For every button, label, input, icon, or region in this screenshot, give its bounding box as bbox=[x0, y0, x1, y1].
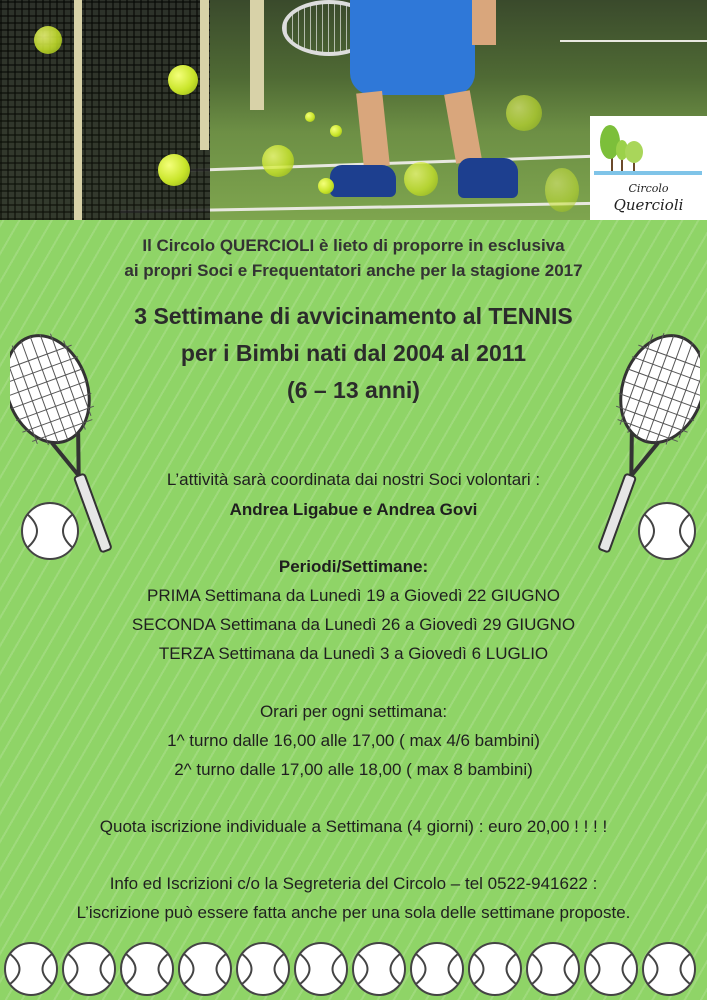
headline-line-1: 3 Settimane di avvicinamento al TENNIS bbox=[134, 303, 573, 329]
tennis-ball-icon bbox=[643, 943, 695, 995]
tennis-ball-icon bbox=[469, 943, 521, 995]
tennis-ball-border bbox=[0, 938, 707, 1000]
intro-line-2: ai propri Soci e Frequentatori anche per la stagione 2017 bbox=[124, 261, 583, 280]
tennis-ball-icon bbox=[295, 943, 347, 995]
tennis-ball-icon bbox=[179, 943, 231, 995]
tennis-ball-icon bbox=[585, 943, 637, 995]
tennis-ball-icon bbox=[19, 500, 81, 562]
info-line-1: Info ed Iscrizioni c/o la Segreteria del Circolo – tel 0522-941622 : bbox=[109, 874, 598, 893]
logo-line-2: Quercioli bbox=[613, 196, 684, 214]
periods-title: Periodi/Settimane: bbox=[278, 557, 429, 576]
circolo-quercioli-logo bbox=[590, 116, 707, 220]
schedule-item: 2^ turno dalle 17,00 alle 18,00 ( max 8 bambini) bbox=[174, 760, 533, 779]
tennis-ball-icon bbox=[63, 943, 115, 995]
fee-text: Quota iscrizione individuale a Settimana (4 giorni) : euro 20,00 ! ! ! ! bbox=[99, 817, 608, 836]
period-item: PRIMA Settimana da Lunedì 19 a Giovedì 22 GIUGNO bbox=[147, 586, 560, 605]
tennis-ball-icon bbox=[237, 943, 289, 995]
tennis-ball-icon bbox=[636, 500, 698, 562]
coordinator-names: Andrea Ligabue e Andrea Govi bbox=[229, 500, 478, 519]
tennis-ball-icon bbox=[5, 943, 57, 995]
schedule-item: 1^ turno dalle 16,00 alle 17,00 ( max 4/6 bambini) bbox=[167, 731, 540, 750]
coordination-text: L’attività sarà coordinata dai nostri Soci volontari : bbox=[166, 470, 541, 489]
period-item: SECONDA Settimana da Lunedì 26 a Giovedì 29 GIUGNO bbox=[131, 615, 576, 634]
intro-line-1: Il Circolo QUERCIOLI è lieto di proporre in esclusiva bbox=[142, 236, 565, 255]
headline-line-2: per i Bimbi nati dal 2004 al 2011 bbox=[180, 340, 527, 366]
headline-line-3: (6 – 13 anni) bbox=[287, 377, 420, 403]
period-item: TERZA Settimana da Lunedì 3 a Giovedì 6 LUGLIO bbox=[158, 644, 549, 663]
info-line-2: L’iscrizione può essere fatta anche per una sola delle settimane proposte. bbox=[76, 903, 631, 922]
logo-line-1: Circolo bbox=[628, 182, 669, 195]
schedule-title: Orari per ogni settimana: bbox=[259, 702, 448, 721]
tennis-ball-icon bbox=[121, 943, 173, 995]
tennis-ball-icon bbox=[411, 943, 463, 995]
tennis-ball-icon bbox=[353, 943, 405, 995]
tennis-ball-icon bbox=[527, 943, 579, 995]
